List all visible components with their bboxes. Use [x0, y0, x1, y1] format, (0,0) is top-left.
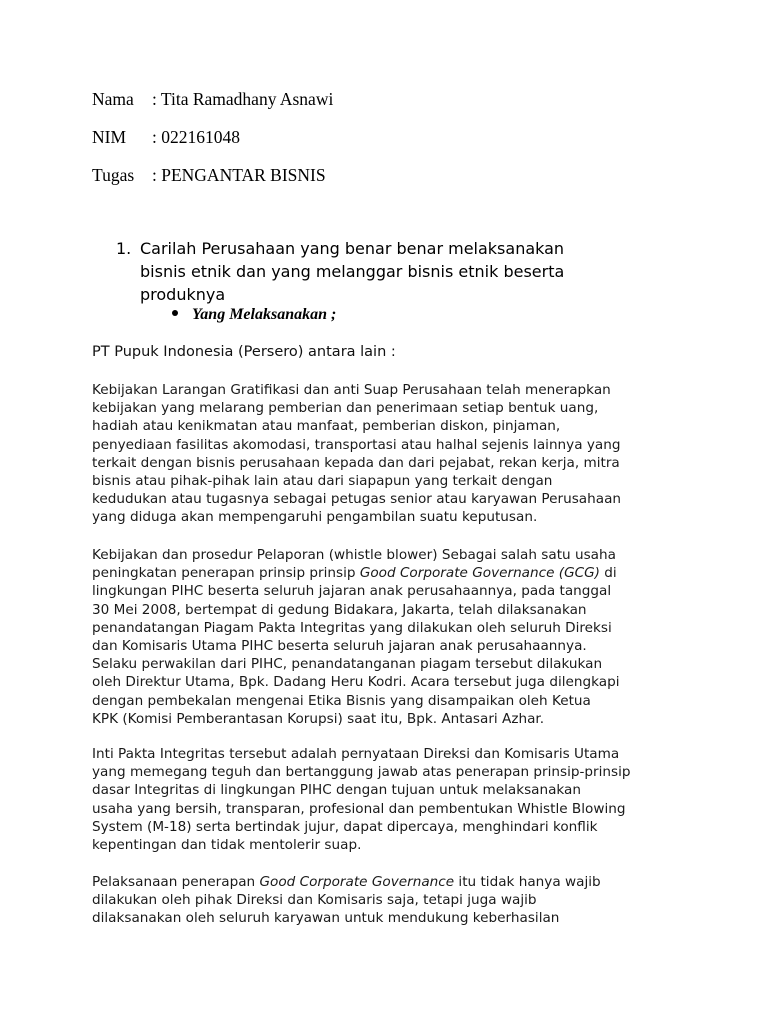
bullet-text: Yang Melaksanakan ; [192, 306, 337, 323]
question-line: produknya [140, 285, 226, 304]
paragraph-line: dilaksanakan oleh seluruh karyawan untuk mendukung keberhasilan [92, 910, 560, 927]
nim-label: NIM [92, 127, 127, 147]
bullet-item [172, 306, 336, 324]
paragraph-line: Kebijakan dan prosedur Pelaporan (whistle blower) Sebagai salah satu usaha [92, 547, 616, 563]
paragraph-whistle-blower [92, 546, 692, 728]
paragraph-line: yang diduga akan mempengaruhi pengambilan suatu keputusan. [92, 509, 538, 526]
italic-term: Good Corporate Governance (GCG) [359, 565, 600, 582]
tugas-value: : PENGANTAR BISNIS [152, 165, 326, 185]
paragraph-gratifikasi [92, 381, 692, 527]
paragraph-line: Inti Pakta Integritas tersebut adalah pernyataan Direksi dan Komisaris Utama [92, 746, 620, 762]
paragraph-pakta-integritas [92, 745, 692, 854]
paragraph-line: dasar Integritas di lingkungan PIHC dengan tujuan untuk melaksanakan [92, 782, 582, 799]
question-number: 1. [116, 239, 132, 258]
paragraph-line: bisnis atau pihak-pihak lain atau dari siapapun yang terkait dengan [92, 473, 553, 490]
paragraph-line: dengan pembekalan mengenai Etika Bisnis yang disampaikan oleh Ketua [92, 692, 591, 709]
paragraph-pelaksanaan-gcg [92, 873, 692, 928]
tugas-row [92, 165, 326, 186]
paragraph-line: dan Komisaris Utama PIHC beserta seluruh jajaran anak perusahaannya. [92, 638, 587, 655]
paragraph-line: oleh Direktur Utama, Bpk. Dadang Heru Kodri. Acara tersebut juga dilengkapi [92, 674, 620, 691]
paragraph-line: KPK (Komisi Pemberantasan Korupsi) saat itu, Bpk. Antasari Azhar. [92, 710, 545, 727]
question-line: Carilah Perusahaan yang benar benar melaksanakan [140, 239, 565, 258]
nim-value: : 022161048 [152, 127, 240, 147]
nama-label: Nama [92, 89, 134, 109]
nim-row [92, 127, 240, 148]
italic-term: Good Corporate Governance [259, 874, 455, 890]
text-run: itu tidak hanya wajib [454, 874, 601, 890]
paragraph-line: kebijakan yang melarang pemberian dan penerimaan setiap bentuk uang, [92, 400, 599, 417]
question-item [116, 237, 636, 306]
paragraph-line: yang memegang teguh dan bertanggung jawab atas penerapan prinsip-prinsip [92, 764, 631, 781]
paragraph-line [92, 564, 692, 582]
question-line: bisnis etnik dan yang melanggar bisnis etnik beserta [140, 262, 565, 281]
paragraph-line: hadiah atau kenikmatan atau manfaat, pemberian diskon, pinjaman, [92, 418, 561, 435]
paragraph-line: kepentingan dan tidak mentolerir suap. [92, 837, 362, 854]
paragraph-line: kedudukan atau tugasnya sebagai petugas senior atau karyawan Perusahaan [92, 491, 622, 508]
company-heading: PT Pupuk Indonesia (Persero) antara lain : [92, 344, 396, 360]
tugas-label: Tugas [92, 165, 135, 185]
text-run: di [599, 565, 617, 582]
paragraph-line: penandatangan Piagam Pakta Integritas yang dilakukan oleh seluruh Direksi [92, 619, 612, 636]
paragraph-line: usaha yang bersih, transparan, profesional dan pembentukan Whistle Blowing [92, 800, 626, 817]
text-run: Pelaksanaan penerapan [92, 874, 260, 890]
paragraph-line: System (M-18) serta bertindak jujur, dapat dipercaya, menghindari konflik [92, 818, 598, 835]
paragraph-line [92, 873, 692, 891]
paragraph-line: penyediaan fasilitas akomodasi, transportasi atau halhal sejenis lainnya yang [92, 436, 621, 453]
bullet-dot-icon [172, 310, 178, 316]
nama-value: : Tita Ramadhany Asnawi [152, 89, 334, 109]
paragraph-line: Kebijakan Larangan Gratifikasi dan anti Suap Perusahaan telah menerapkan [92, 382, 611, 398]
paragraph-line: Selaku perwakilan dari PIHC, penandatanganan piagam tersebut dilakukan [92, 656, 603, 673]
paragraph-line: 30 Mei 2008, bertempat di gedung Bidakara, Jakarta, telah dilaksanakan [92, 601, 587, 618]
paragraph-line: terkait dengan bisnis perusahaan kepada dan dari pejabat, rekan kerja, mitra [92, 454, 620, 471]
paragraph-line: dilakukan oleh pihak Direksi dan Komisaris saja, tetapi juga wajib [92, 892, 537, 909]
nama-row [92, 89, 333, 110]
paragraph-line: lingkungan PIHC beserta seluruh jajaran anak perusahaannya, pada tanggal [92, 583, 612, 600]
text-run: peningkatan penerapan prinsip prinsip [92, 565, 360, 582]
